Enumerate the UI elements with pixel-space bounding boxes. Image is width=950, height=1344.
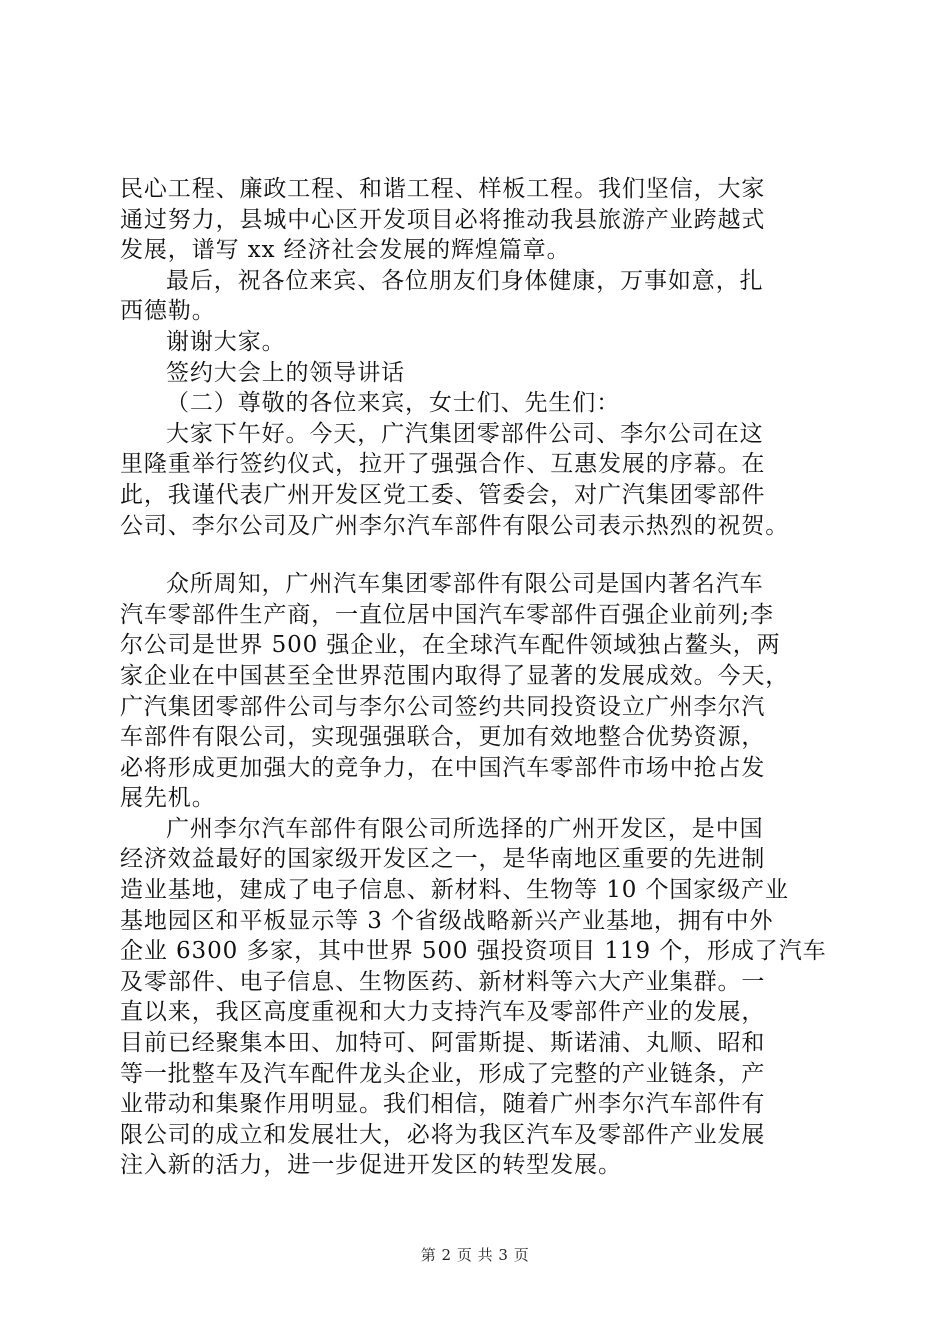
- text-line: 尔公司是世界 500 强企业，在全球汽车配件领域独占鳌头，两: [120, 632, 781, 659]
- text-line: 大家下午好。今天，广汽集团零部件公司、李尔公司在这: [166, 420, 764, 447]
- text-line: 展先机。: [120, 785, 216, 812]
- text-line: 公司、李尔公司及广州李尔汽车部件有限公司表示热烈的祝贺。: [120, 512, 790, 539]
- text-line: 造业基地，建成了电子信息、新材料、生物等 10 个国家级产业: [120, 877, 789, 904]
- text-line: 目前已经聚集本田、加特可、阿雷斯提、斯诺浦、丸顺、昭和: [120, 1030, 766, 1057]
- text-line: 广汽集团零部件公司与李尔公司签约共同投资设立广州李尔汽: [120, 693, 766, 720]
- text-line: 汽车零部件生产商，一直位居中国汽车零部件百强企业前列;李: [120, 601, 774, 628]
- page-number-footer: 第 2 页 共 3 页: [420, 1246, 530, 1264]
- text-line: 等一批整车及汽车配件龙头企业，形成了完整的产业链条，产: [120, 1060, 766, 1087]
- text-line: 广州李尔汽车部件有限公司所选择的广州开发区，是中国: [166, 815, 764, 842]
- text-line: 通过努力，县城中心区开发项目必将推动我县旅游产业跨越式: [120, 206, 766, 233]
- text-line: 西德勒。: [120, 298, 216, 325]
- text-line: 谢谢大家。: [166, 328, 286, 355]
- section-heading: 签约大会上的领导讲话: [166, 359, 405, 386]
- text-line: 注入新的活力，进一步促进开发区的转型发展。: [120, 1152, 622, 1179]
- text-line: 最后，祝各位来宾、各位朋友们身体健康，万事如意，扎: [166, 267, 764, 294]
- text-line: 民心工程、廉政工程、和谐工程、样板工程。我们坚信，大家: [120, 176, 766, 202]
- text-line: 企业 6300 多家，其中世界 500 强投资项目 119 个，形成了汽车: [120, 938, 827, 965]
- text-line: 此，我谨代表广州开发区党工委、管委会，对广汽集团零部件: [120, 481, 766, 508]
- body-text: [120, 174, 836, 1181]
- text-line: 及零部件、电子信息、生物医药、新材料等六大产业集群。一: [120, 968, 766, 995]
- text-line: 众所周知，广州汽车集团零部件有限公司是国内著名汽车: [166, 571, 764, 598]
- text-line: 车部件有限公司，实现强强联合，更加有效地整合优势资源，: [120, 724, 766, 751]
- salutation: （二）尊敬的各位来宾，女士们、先生们：: [166, 390, 621, 417]
- text-line: 家企业在中国甚至全世界范围内取得了显著的发展成效。今天，: [120, 662, 790, 689]
- text-line: 里隆重举行签约仪式，拉开了强强合作、互惠发展的序幕。在: [120, 451, 766, 478]
- text-line: 基地园区和平板显示等 3 个省级战略新兴产业基地，拥有中外: [120, 907, 774, 934]
- text-line: 直以来，我区高度重视和大力支持汽车及零部件产业的发展，: [120, 999, 766, 1026]
- text-line: 必将形成更加强大的竞争力，在中国汽车零部件市场中抢占发: [120, 754, 766, 781]
- paragraph-gap: [120, 541, 836, 569]
- text-line: 业带动和集聚作用明显。我们相信，随着广州李尔汽车部件有: [120, 1091, 766, 1118]
- text-line: 发展，谱写 xx 经济社会发展的辉煌篇章。: [120, 237, 571, 264]
- text-line: 限公司的成立和发展壮大，必将为我区汽车及零部件产业发展: [120, 1121, 766, 1148]
- text-line: 经济效益最好的国家级开发区之一，是华南地区重要的先进制: [120, 846, 766, 873]
